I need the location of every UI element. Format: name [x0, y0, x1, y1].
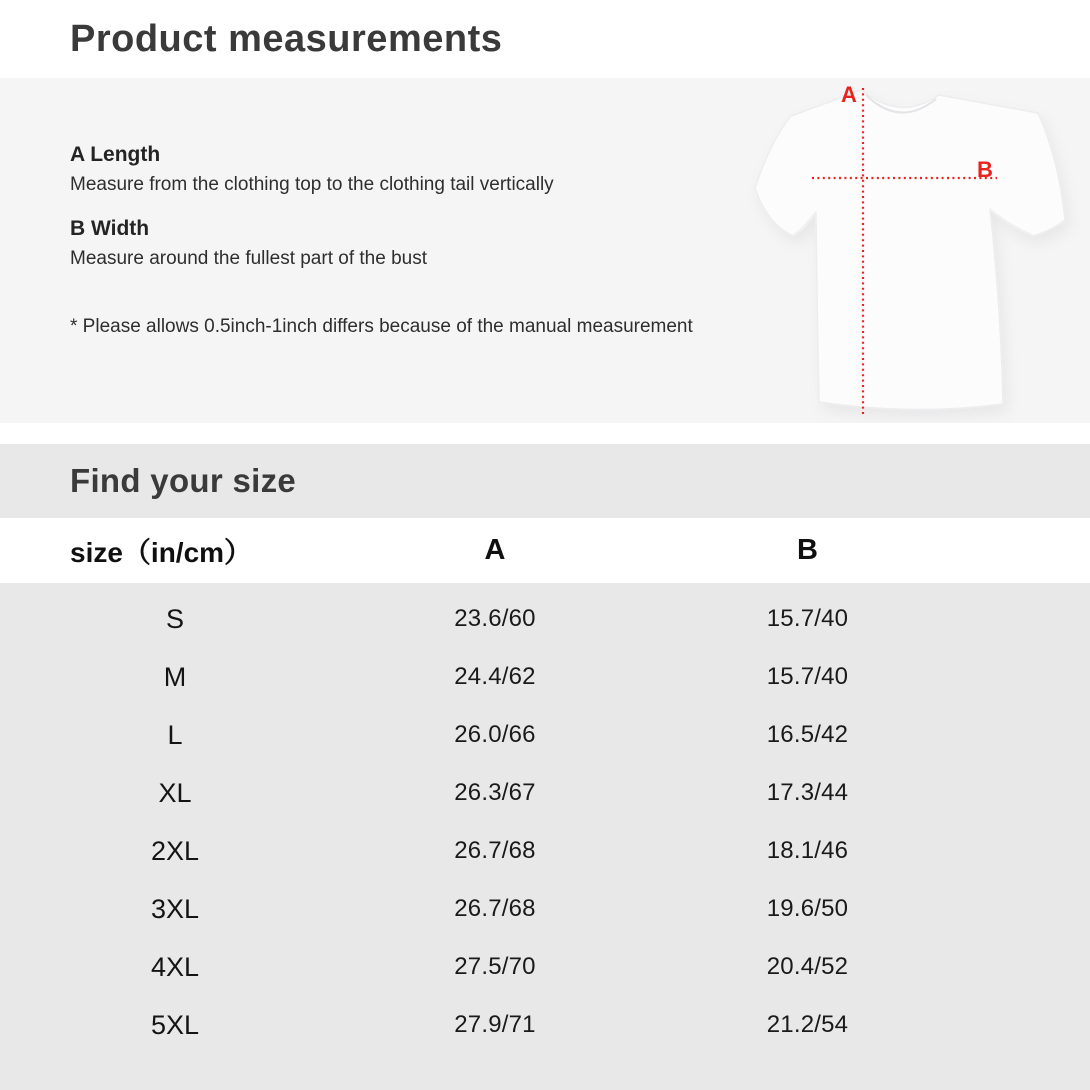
b-value-cell: 16.5/42: [766, 721, 849, 748]
table-row: [0, 590, 1090, 648]
measurement-description: Measure around the fullest part of the bust: [70, 248, 427, 269]
page-header: [0, 0, 1090, 78]
measurements-section: [0, 78, 1090, 423]
a-value-cell: 27.9/71: [454, 1011, 536, 1038]
b-value-cell: 15.7/40: [766, 663, 849, 690]
table-row: [0, 706, 1090, 764]
b-value-cell: 20.4/52: [766, 953, 849, 980]
measurement-name: A Length: [70, 143, 161, 166]
measurement-description: Measure from the clothing top to the clothing tail vertically: [70, 174, 554, 195]
b-value-cell: 17.3/44: [766, 779, 849, 806]
a-value-cell: 24.4/62: [454, 663, 536, 690]
b-value-cell: 15.7/40: [766, 605, 849, 632]
a-value-cell: 26.7/68: [454, 837, 536, 864]
measurement-item-width: [70, 216, 740, 272]
tshirt-diagram-icon: [745, 78, 1090, 423]
b-value-cell: 19.6/50: [766, 895, 849, 922]
a-value-cell: 26.3/67: [454, 779, 536, 806]
measurement-name: B Width: [70, 217, 150, 240]
size-cell: 2XL: [150, 835, 200, 866]
size-cell: M: [163, 661, 187, 692]
table-row: [0, 822, 1090, 880]
size-cell: S: [165, 603, 184, 634]
header-size-column: size（in/cm）: [70, 536, 253, 568]
measurement-note: * Please allows 0.5inch-1inch differs because of the manual measurement: [70, 316, 693, 337]
find-size-band: [0, 444, 1090, 518]
b-value-cell: 18.1/46: [766, 837, 849, 864]
size-cell: L: [167, 719, 183, 750]
find-size-title: Find your size: [70, 462, 297, 499]
size-table-body: [0, 583, 1090, 1090]
table-row: [0, 648, 1090, 706]
size-cell: 3XL: [150, 893, 200, 924]
measurements-text-block: [70, 78, 740, 340]
section-divider: [0, 423, 1090, 444]
a-value-cell: 23.6/60: [454, 605, 536, 632]
tshirt-shape: [755, 90, 1065, 410]
header-b-column: B: [797, 534, 818, 566]
table-row: [0, 938, 1090, 996]
size-cell: 5XL: [150, 1009, 200, 1040]
table-row: [0, 996, 1090, 1054]
size-cell: XL: [158, 777, 192, 808]
b-value-cell: 21.2/54: [766, 1011, 849, 1038]
size-table-header: [0, 518, 1090, 583]
width-label: B: [977, 157, 993, 182]
tshirt-figure: [745, 78, 1090, 423]
table-row: [0, 880, 1090, 938]
header-a-column: A: [484, 534, 506, 566]
size-cell: 4XL: [150, 951, 200, 982]
table-row: [0, 764, 1090, 822]
page-title: Product measurements: [70, 17, 503, 60]
measurement-item-length: [70, 142, 740, 198]
a-value-cell: 27.5/70: [454, 953, 536, 980]
length-label: A: [841, 82, 857, 107]
a-value-cell: 26.0/66: [454, 721, 536, 748]
a-value-cell: 26.7/68: [454, 895, 536, 922]
